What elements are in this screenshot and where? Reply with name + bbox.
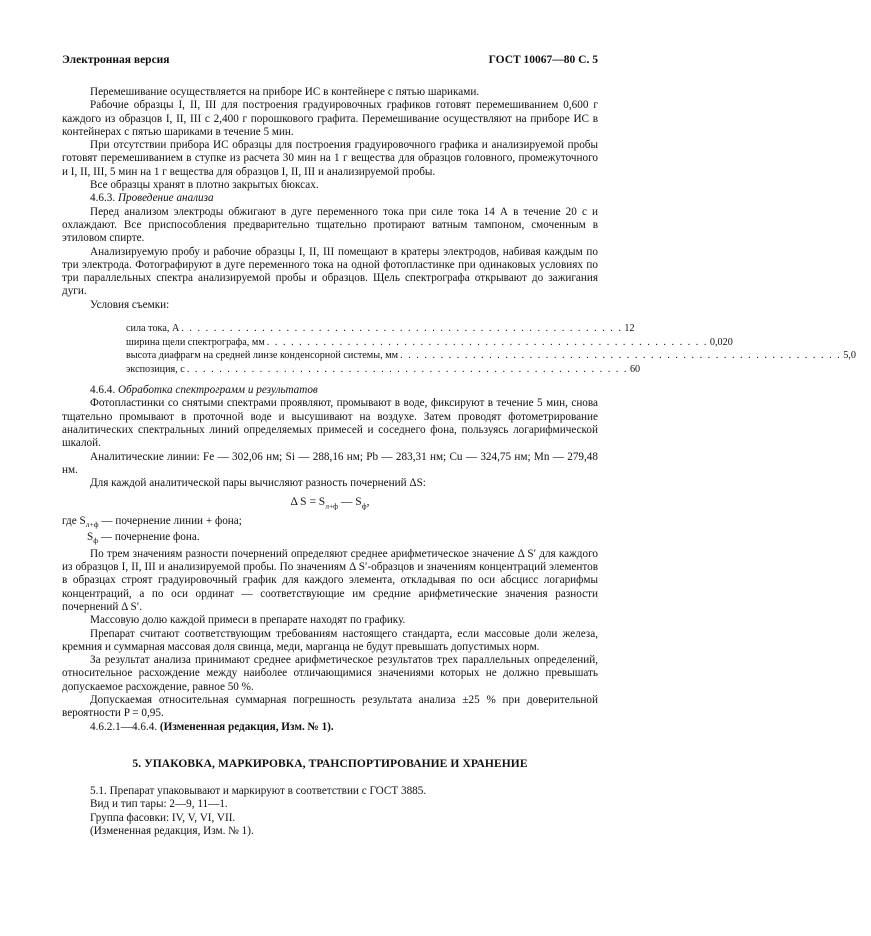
- formula-subscript: л+ф: [325, 501, 339, 511]
- subsection-heading: [62, 192, 598, 205]
- paragraph: (Измененная редакция, Изм. № 1).: [90, 824, 254, 837]
- paragraph: Рабочие образцы I, II, III для построения градуировочных графиков готовят перемешиванием 0,600 г каждого из образцов I, II, III с 2,400 г порошкового графита. Перемешивание осуществляют на приборе ИС в контейнерах с пятью шариками в течение 5 мин.: [62, 99, 598, 138]
- formula-part: — S: [338, 496, 362, 509]
- setting-value: 5,0: [843, 350, 856, 362]
- definition: [62, 531, 598, 548]
- subsection-number: 4.6.4.: [90, 384, 116, 397]
- definition-subscript: ф: [93, 536, 99, 546]
- definition-symbol: S: [87, 531, 94, 544]
- subsection-number: 4.6.3.: [90, 192, 116, 205]
- paragraph: Массовую долю каждой примеси в препарате находят по графику.: [90, 614, 406, 627]
- definition-symbol: где S: [62, 514, 86, 527]
- amendment-note: [62, 721, 598, 734]
- formula: [62, 496, 598, 510]
- subsection-heading: [62, 384, 598, 397]
- paragraph: Перед анализом электроды обжигают в дуге переменного тока при силе тока 14 А в течение 20 с и охлаждают. Все приспособления предварительно тщательно протирают ватным тампоном, смоченным в этиловом спирте.: [62, 205, 598, 245]
- paragraph: За результат анализа принимают среднее арифметическое результатов трех параллельных определений, относительное расхождение между наиболее отличающимися значениями которых не должно превышать допускаемое расхождение, равное 50 %.: [62, 654, 598, 693]
- paragraph: 5.1. Препарат упаковывают и маркируют в соответствии с ГОСТ 3885.: [90, 784, 427, 797]
- leader-dots: . . . . . . . . . . . . . . . . . . . . . . . . . . . . . . . . . . . . . . . . . . . . . . . . . . . . . . .: [266, 336, 708, 348]
- paragraph: Все образцы хранят в плотно закрытых бюксах.: [90, 179, 319, 192]
- setting-row: [126, 322, 635, 336]
- formula-part: ,: [366, 496, 370, 509]
- leader-dots: . . . . . . . . . . . . . . . . . . . . . . . . . . . . . . . . . . . . . . . . . . . . . . . . . . . . . . .: [181, 323, 623, 335]
- paragraph: Препарат считают соответствующим требованиям настоящего стандарта, если массовые доли железа, кремния и суммарная массовая доля свинца, меди, марганца не будут превышать допустимых норм.: [62, 627, 598, 653]
- amendment-text: (Измененная редакция, Изм. № 1).: [159, 720, 334, 733]
- setting-row: [126, 363, 641, 377]
- setting-value: 12: [624, 323, 635, 335]
- setting-value: 60: [629, 363, 641, 375]
- definition-text: — почернение линии + фона;: [98, 514, 242, 527]
- header-edition: Электронная версия: [62, 54, 170, 66]
- paragraph: Перемешивание осуществляется на приборе ИС в контейнере с пятью шариками.: [90, 86, 480, 98]
- page-header: [62, 54, 598, 66]
- setting-label: сила тока, А: [126, 323, 180, 335]
- subsection-title: Обработка спектрограмм и результатов: [117, 384, 318, 397]
- setting-label: высота диафрагм на средней линзе конденсорной системы, мм: [126, 350, 399, 362]
- paragraph: При отсутствии прибора ИС образцы для построения градуировочного графика и анализируемой пробы готовят перемешиванием в ступке из расчета 30 мин на 1 г вещества для образцов головного, промежуточного и I, II, III, 5 мин на 1 г вещества для образцов I, II, III и анализируемой пробы.: [62, 139, 598, 178]
- paragraph: По трем значениям разности почернений определяют среднее арифметическое значение Δ S′ для каждого из образцов I, II, III и анализируемой пробы. По значениям Δ S′-образцов и значениям концентраций элементов в образцах строят градуировочный график для каждого элемента, откладывая по оси абсцисс логарифмы концентраций, а по оси ординат — соответствующие им средние арифметические значения разности почернений Δ S′.: [62, 547, 598, 613]
- setting-row: [126, 336, 733, 350]
- setting-value: 0,020: [709, 336, 733, 348]
- amendment-range: 4.6.2.1—4.6.4.: [90, 720, 158, 733]
- setting-label: экспозиция, с: [126, 363, 185, 375]
- leader-dots: . . . . . . . . . . . . . . . . . . . . . . . . . . . . . . . . . . . . . . . . . . . . . . . . . . . . . . .: [186, 363, 628, 375]
- paragraph: Вид и тип тары: 2—9, 11—1.: [90, 798, 228, 811]
- paragraph: Условия съемки:: [90, 298, 170, 311]
- subsection-title: Проведение анализа: [117, 192, 214, 205]
- paragraph: Группа фасовки: IV, V, VI, VII.: [90, 811, 236, 824]
- setting-row: [126, 349, 856, 363]
- paragraph: Аналитические линии: Fe — 302,06 нм; Si — 288,16 нм; Pb — 283,31 нм; Cu — 324,75 нм; Mn — 279,48 нм.: [62, 450, 598, 476]
- shooting-conditions-list: [126, 322, 856, 376]
- definition-text: — почернение фона.: [98, 531, 200, 544]
- header-standard: ГОСТ 10067—80 С. 5: [488, 54, 598, 66]
- document-page: [62, 54, 856, 838]
- paragraph: Для каждой аналитической пары вычисляют разность почернений ΔS:: [90, 477, 426, 490]
- paragraph: Анализируемую пробу и рабочие образцы I, II, III помещают в кратеры электродов, набивая каждым по три электрода. Фотографируют в дуге переменного тока на одной фотопластинке при одинаковых условиях по три параллельных спектра анализируемой пробы и образцов. Щель спектрографа открывают до зажигания дуги.: [62, 245, 598, 298]
- paragraph: Допускаемая относительная суммарная погрешность результата анализа ±25 % при доверительной вероятности P = 0,95.: [62, 694, 598, 720]
- formula-subscript: ф: [361, 501, 367, 511]
- formula-part: Δ S = S: [290, 496, 326, 509]
- paragraph: Фотопластинки со снятыми спектрами проявляют, промывают в воде, фиксируют в течение 5 мин, снова тщательно промывают в проточной воде и высушивают на воздухе. Затем проводят фотометрирование аналитических спектральных линий определяемых примесей и соседнего фона, пользуясь логарифмической шкалой.: [62, 397, 598, 450]
- definition-subscript: л+ф: [85, 519, 99, 529]
- leader-dots: . . . . . . . . . . . . . . . . . . . . . . . . . . . . . . . . . . . . . . . . . . . . . . . . . . . . . . .: [400, 350, 842, 362]
- definition: [62, 515, 598, 532]
- section-heading: 5. УПАКОВКА, МАРКИРОВКА, ТРАНСПОРТИРОВАНИЕ И ХРАНЕНИЕ: [132, 757, 528, 770]
- setting-label: ширина щели спектрографа, мм: [126, 336, 265, 348]
